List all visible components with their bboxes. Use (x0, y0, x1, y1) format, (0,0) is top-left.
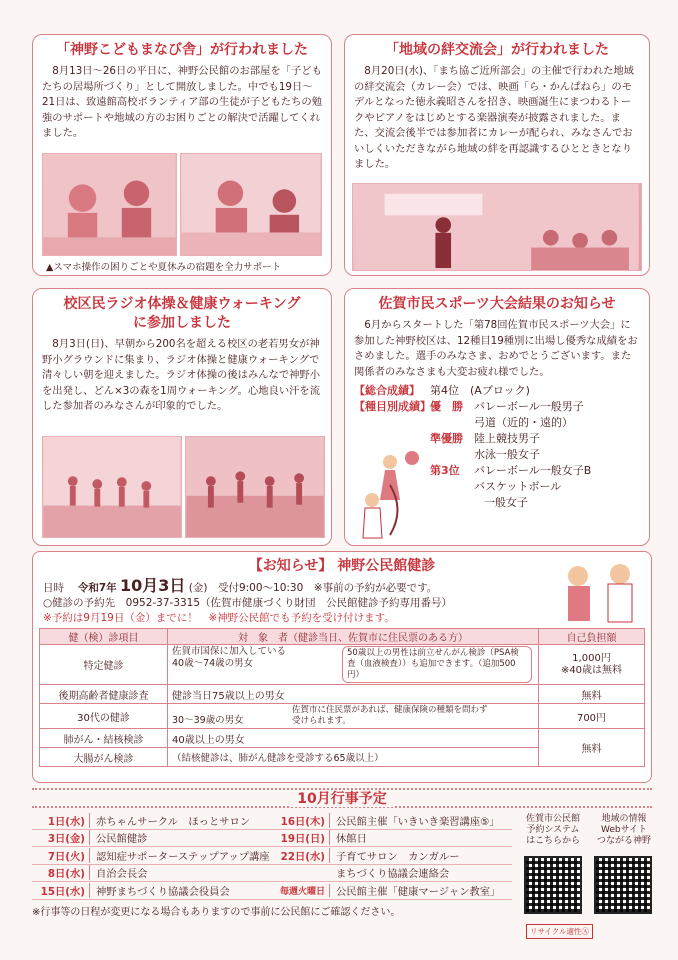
photo-study-support-1 (42, 153, 177, 256)
overall-value: 第4位 (Aブロック) (430, 384, 530, 397)
schedule-footnote: ※行事等の日程が変更になる場合もありますので事前に公民館にご確認ください。 (32, 906, 401, 918)
result-item: バレーボール一般男子 (474, 400, 584, 413)
schedule-left (32, 812, 272, 900)
list-item: 毎週火曜日 公民館主催「健康マージャン教室」 (272, 882, 512, 900)
result-item: バレーボール一般女子B (474, 464, 592, 477)
list-item: 3日(金) 公民館健診 (32, 830, 272, 848)
table-row: 大腸がん検診 （結核健診は、肺がん健診を受診する65歳以上） (40, 748, 645, 767)
schedule-right (272, 812, 512, 900)
card-body: 8月3日(日)、早朝から200名を超える校区の老若男女が神野小グラウンドに集まり、ラジオ体操と健康ウォーキングで清々しい朝を迎えました。ラジオ体操の後はみんなで神野小を出発し、どん×3の森を1周ウォーキング。心地良い汗を流した参加者のみなさんが印象的でした。 (42, 338, 321, 412)
list-item: 1日(水) 赤ちゃんサークル ほっとサロン (32, 812, 272, 830)
card-body: 8月20日(水)、「まち協ご近所部会」の主催で行われた地域の絆交流会（カレー会）では、映画「ら・かんぱねら」のモデルとなった徳永義昭さんを招き、映画誕生にまつわるトークやピアノをはじめとする楽器演奏が披露されました。また、交流会後半では参加者にカレーが配られ、みなさんでおいしくいただきながら地域の絆を再認識するひとときとなりました。 (354, 65, 634, 170)
card-title-line1: 校区民ラジオ体操＆健康ウォーキング (63, 296, 301, 312)
notice-title: 【お知らせ】 神野公民館健診 (248, 558, 436, 574)
archery-illustration (350, 440, 440, 540)
rank-2: 準優勝 (430, 432, 463, 445)
list-item: 16日(木) 公民館主催「いきいき楽習講座⑤」 (272, 812, 512, 830)
card-title-line2: に参加しました (133, 315, 231, 331)
card-title: 佐賀市民スポーツ大会結果のお知らせ (378, 296, 616, 312)
card-title: 「神野こどもまなび舎」が行われました (56, 42, 308, 58)
notice-deadline-line: ※予約は9月19日（金）までに！ ※神野公民館でも予約を受け付けます。 (43, 612, 395, 624)
qr-code-reservation[interactable] (524, 856, 582, 914)
qr-label-reservation: 佐賀市公民館 予約システム はこちらから (525, 814, 580, 846)
table-row: 後期高齢者健康診査 健診当日75歳以上の男女 無料 (40, 685, 645, 704)
result-item: バスケットボール (474, 480, 562, 493)
photo-study-support-2 (180, 153, 322, 256)
card-title: 「地域の絆交流会」が行われました (385, 42, 609, 58)
photo-caption: ▲スマホ操作の困りごとや夏休みの宿題を全力サポート (46, 262, 282, 273)
event-label: 【種目別成績】 (354, 400, 431, 413)
qr-code-website[interactable] (594, 856, 652, 914)
table-row: 特定健診 佐賀市国保に加入している 40歳～74歳の男女50歳以上の男性は前立せんがん検診（PSA検査（血液検査））も追加できます。（追加500円） 1,000円 ※40歳は無料 (40, 645, 645, 685)
checkup-table: 健（検）診項目 対 象 者（健診当日、佐賀市に住民票のある方） 自己負担額 特定健診 佐賀市国保に加入している 40歳～74歳の男女50歳以上の男性は前立せんがん検診（PSA検査（血液検査））も追加できます。（追加500円） 1,000円 ※40歳は無料 後期高齢者健康診査 健診当日75歳以上の男女 無料 30代の健診 30～39歳の男女佐賀市に住民票があれば、健康保険の種類を問わず受けられます。 700円 肺がん・結核検診 40歳以上の男女 無料 大腸がん検診 （結核健診は、肺がん健診を受診する65歳以上） (39, 628, 645, 767)
qr-label-website: 地域の情報 Webサイト つながる神野 (596, 814, 651, 846)
result-item: 水泳一般女子 (474, 448, 540, 461)
recycle-mark: リサイクル適性Ⓐ (526, 924, 593, 939)
notice-reservation-line: ○健診の予約先 0952-37-3315（佐賀市健康づくり財団 公民館健診予約専用番号） (43, 597, 453, 609)
photo-radio-exercise (185, 436, 325, 538)
list-item: 7日(火) 認知症サポーターステップアップ講座 (32, 847, 272, 865)
result-item: 弓道（近的・遠的） (474, 416, 573, 429)
overall-label: 【総合成績】 (354, 384, 420, 397)
list-item: 22日(水) 子育てサロン カンガルー (272, 847, 512, 865)
list-item: 15日(水) 神野まちづくり協議会役員会 (32, 882, 272, 900)
notice-date-line: 日時 令和7年 10月3日 (金) 受付9:00～10:30 ※事前の予約が必要です。 (43, 576, 438, 595)
result-item: 一般女子 (484, 496, 528, 509)
list-item: 8日(水) 自治会長会 (32, 865, 272, 883)
photo-concert (352, 183, 642, 271)
schedule-title-bar (32, 788, 652, 808)
schedule-list (32, 812, 512, 918)
rank-3: 第3位 (430, 464, 460, 477)
table-row: 30代の健診 30～39歳の男女佐賀市に住民票があれば、健康保険の種類を問わず受けられます。 700円 (40, 704, 645, 729)
card-body: 8月13日～26日の平日に、神野公民館のお部屋を「子どもたちの居場所づくり」として開放しました。中でも19日～21日は、致遠館高校ボランティア部の生徒が子どもたちの勉強のサポートや地域の方のお困りごとの解決で活躍してくれました。 (42, 65, 322, 139)
list-item: まちづくり協議会連絡会 (272, 865, 512, 883)
schedule-title: 10月行事予定 (291, 791, 392, 807)
photo-walking (42, 436, 182, 538)
table-row: 肺がん・結核検診 40歳以上の男女 無料 (40, 729, 645, 748)
rank-1: 優 勝 (430, 400, 463, 413)
doctor-illustration (548, 556, 648, 626)
result-item: 陸上競技男子 (474, 432, 540, 445)
card-body: 6月からスタートした「第78回佐賀市民スポーツ大会」に参加した神野校区は、12種目19種別に出場し優秀な成績をおさめました。選手のみなさま、おめでとうございます。また関係者のみなさまも大変お疲れ様でした。 (354, 319, 638, 378)
list-item: 19日(日) 休館日 (272, 830, 512, 848)
